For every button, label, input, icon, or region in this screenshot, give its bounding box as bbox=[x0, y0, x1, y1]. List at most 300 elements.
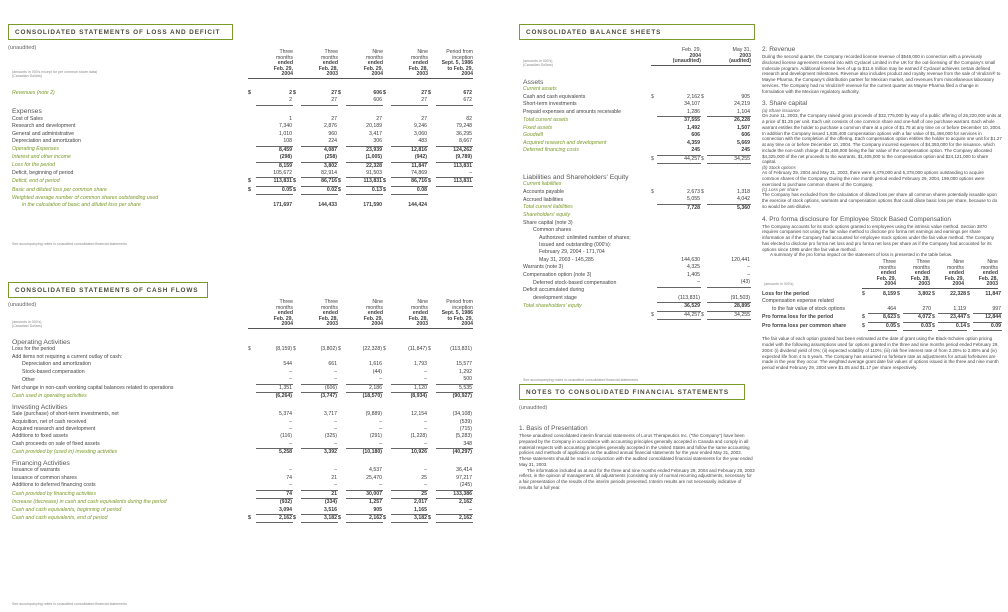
cell-value: (43) bbox=[707, 279, 751, 287]
table-row bbox=[523, 227, 751, 234]
cell-value: 464 bbox=[868, 306, 897, 314]
row-label: Deferred stock-based compensation bbox=[533, 279, 617, 286]
loss-title: CONSOLIDATED STATEMENTS OF LOSS AND DEFICIT bbox=[8, 24, 233, 40]
column-header-line: months bbox=[878, 264, 896, 271]
row-label: Operating Activities bbox=[12, 339, 71, 346]
cell-value bbox=[346, 336, 383, 346]
cell-value: 1,351 bbox=[256, 384, 293, 392]
currency-symbol bbox=[248, 97, 256, 105]
cell-value: 606 bbox=[741, 132, 750, 139]
currency-symbol bbox=[383, 441, 391, 449]
cell-value: – bbox=[256, 482, 293, 490]
table-row bbox=[12, 354, 473, 361]
currency-symbol bbox=[383, 393, 391, 401]
table-row bbox=[523, 101, 751, 108]
cell-value: – bbox=[424, 418, 427, 425]
currency-symbol bbox=[293, 475, 301, 482]
cell-value: 25,470 bbox=[366, 474, 382, 481]
proforma-column-headers bbox=[862, 260, 998, 289]
currency-symbol bbox=[338, 411, 346, 418]
currency-symbol bbox=[383, 195, 391, 202]
cell-value: 12,154 bbox=[411, 411, 427, 418]
cell-value: 36,295 bbox=[456, 130, 472, 137]
cell-value: – bbox=[747, 264, 750, 271]
table-row bbox=[523, 272, 751, 279]
currency-symbol: $ bbox=[383, 186, 386, 193]
row-label: Other bbox=[22, 376, 35, 383]
row-label: Cash and cash equivalents bbox=[523, 93, 586, 100]
cell-value: 606 bbox=[346, 97, 383, 105]
table-row bbox=[523, 125, 751, 132]
column-header-line: Nine bbox=[417, 49, 428, 55]
currency-symbol bbox=[428, 361, 436, 368]
cell-value bbox=[256, 401, 293, 411]
cell-value: (291) bbox=[369, 433, 382, 440]
cell-value: 1,405 bbox=[687, 271, 700, 278]
currency-symbol bbox=[293, 426, 301, 433]
table-row bbox=[12, 401, 473, 411]
row-label: Issuance of common shares bbox=[12, 474, 77, 481]
cell-value: – bbox=[289, 467, 292, 474]
cell-value: – bbox=[424, 425, 427, 432]
cell-value: 1,318 bbox=[737, 188, 750, 195]
cell-value: 672 bbox=[436, 97, 473, 105]
row-label: to the fair value of stock options bbox=[772, 306, 845, 313]
table-row bbox=[12, 411, 473, 418]
cell-value bbox=[657, 220, 701, 227]
cell-value: 606 bbox=[373, 90, 382, 96]
cell-value: 2 bbox=[289, 90, 292, 96]
currency-symbol: $ bbox=[932, 314, 935, 321]
currency-symbol bbox=[248, 376, 256, 384]
currency-symbol bbox=[428, 376, 436, 384]
cell-value bbox=[346, 105, 383, 115]
currency-symbol bbox=[383, 449, 391, 457]
currency-symbol bbox=[428, 195, 436, 202]
currency-symbol bbox=[338, 499, 346, 507]
currency-symbol: $ bbox=[701, 155, 704, 162]
currency-symbol bbox=[383, 401, 391, 411]
currency-symbol bbox=[428, 419, 436, 426]
cell-value: 27 bbox=[391, 97, 428, 105]
currency-symbol bbox=[338, 354, 346, 361]
currency-symbol bbox=[293, 336, 301, 346]
column-header bbox=[428, 300, 473, 329]
currency-symbol: $ bbox=[293, 178, 296, 185]
table-row bbox=[12, 490, 473, 498]
cell-value bbox=[256, 336, 293, 346]
table-row bbox=[12, 393, 473, 401]
cell-value: 4,359 bbox=[687, 139, 700, 146]
cell-value: (5,283) bbox=[455, 433, 472, 440]
row-label: Depreciation and amortization bbox=[12, 138, 81, 145]
currency-symbol: $ bbox=[338, 346, 341, 353]
row-label: Issued and outstanding (000's): bbox=[539, 242, 612, 248]
currency-symbol bbox=[338, 376, 346, 384]
currency-symbol bbox=[338, 401, 346, 411]
table-row bbox=[12, 346, 473, 353]
cell-value: – bbox=[747, 271, 750, 278]
currency-symbol: $ bbox=[897, 314, 900, 321]
cash-title: CONSOLIDATED STATEMENTS OF CASH FLOWS bbox=[8, 282, 208, 298]
currency-symbol bbox=[248, 123, 256, 130]
table-row bbox=[12, 123, 473, 130]
cell-value bbox=[707, 249, 751, 256]
table-row bbox=[12, 426, 473, 433]
cell-value: 2,017 bbox=[414, 499, 427, 506]
table-row bbox=[523, 242, 751, 249]
column-header-line: ended bbox=[277, 310, 293, 317]
proforma-units: (amounts in 000's) bbox=[764, 282, 794, 286]
column-header-line: Three bbox=[324, 49, 338, 55]
cell-value bbox=[436, 202, 473, 209]
cell-value bbox=[391, 354, 428, 361]
column-header-line: ended bbox=[367, 60, 383, 67]
cell-value: 5,055 bbox=[657, 196, 701, 204]
cell-value: 544 bbox=[283, 361, 292, 368]
cell-value: 30,007 bbox=[346, 490, 383, 498]
column-header-line: months bbox=[980, 264, 998, 271]
currency-symbol bbox=[293, 433, 301, 440]
loss-statement bbox=[8, 24, 476, 246]
column-header bbox=[862, 260, 896, 289]
column-header bbox=[248, 50, 293, 79]
currency-symbol bbox=[293, 449, 301, 457]
row-label: Stock-based compensation bbox=[22, 368, 85, 375]
currency-symbol bbox=[383, 475, 391, 482]
cell-value: (1,228) bbox=[410, 433, 427, 440]
cell-value: 144,433 bbox=[318, 202, 337, 209]
cell-value: 905 bbox=[346, 507, 383, 515]
currency-symbol bbox=[383, 411, 391, 418]
cell-value: 3,182 bbox=[391, 514, 428, 522]
currency-symbol bbox=[428, 354, 436, 361]
currency-symbol bbox=[383, 384, 391, 392]
currency-symbol bbox=[293, 419, 301, 426]
currency-symbol bbox=[338, 419, 346, 426]
note3c-text: The Company has excluded from the calculation of diluted loss per share all common shares potentially issuable upon the exercise of stock options, warrants and compensation options that could dilute basic loss per share, because to do so would be anti-dilutive. bbox=[762, 192, 998, 209]
cell-value: 1,104 bbox=[707, 109, 751, 117]
table-row bbox=[12, 154, 473, 162]
cell-value: 3,802 bbox=[324, 162, 337, 169]
cell-value: (298) bbox=[256, 154, 293, 162]
row-label: Additions to deferred financing costs bbox=[12, 482, 96, 489]
currency-symbol bbox=[293, 170, 301, 178]
currency-symbol bbox=[428, 105, 436, 115]
cell-value: 23,447 bbox=[938, 314, 967, 322]
cell-value: 2,162 bbox=[256, 514, 293, 522]
cell-value: (9,889) bbox=[365, 411, 382, 418]
cell-value: 8,623 bbox=[868, 314, 897, 322]
table-row bbox=[12, 467, 473, 474]
cell-value bbox=[256, 354, 293, 361]
currency-symbol bbox=[383, 369, 391, 376]
cell-value bbox=[436, 105, 473, 115]
cell-value bbox=[657, 86, 701, 93]
row-label: Expenses bbox=[12, 108, 42, 116]
cell-value bbox=[707, 76, 751, 86]
currency-symbol bbox=[248, 475, 256, 482]
cell-value: (34,108) bbox=[452, 411, 472, 418]
currency-symbol bbox=[293, 105, 301, 115]
loss-column-headers bbox=[248, 50, 473, 79]
column-header-line: Nine bbox=[372, 299, 383, 305]
cell-value: – bbox=[334, 368, 337, 375]
cell-value bbox=[346, 401, 383, 411]
table-row bbox=[12, 419, 473, 426]
cell-value: 0.05 bbox=[256, 186, 293, 194]
currency-symbol bbox=[428, 499, 436, 507]
table-row bbox=[12, 138, 473, 146]
table-row bbox=[523, 204, 751, 212]
cell-value: (245) bbox=[436, 482, 473, 490]
cell-value: 5,535 bbox=[436, 384, 473, 392]
currency-symbol bbox=[338, 507, 346, 515]
cell-value: 997 bbox=[973, 306, 1002, 314]
currency-symbol bbox=[428, 507, 436, 515]
currency-symbol bbox=[248, 482, 256, 490]
currency-symbol bbox=[428, 170, 436, 178]
currency-symbol bbox=[383, 131, 391, 138]
currency-symbol: $ bbox=[651, 93, 654, 100]
row-label: Fixed assets bbox=[523, 124, 553, 131]
column-header-line: ended bbox=[367, 310, 383, 317]
currency-symbol bbox=[293, 202, 301, 209]
currency-symbol bbox=[248, 138, 256, 146]
cell-value bbox=[657, 235, 701, 242]
cell-value: 5,258 bbox=[279, 449, 292, 456]
row-label: Cash provided by financing activities bbox=[12, 490, 96, 497]
currency-symbol bbox=[338, 105, 346, 115]
table-row bbox=[12, 433, 473, 440]
currency-symbol bbox=[383, 467, 391, 474]
column-header-line: months bbox=[946, 264, 964, 271]
table-row bbox=[523, 94, 751, 101]
note4-text: The Company accounts for its stock options granted to employees using the intrinsic value method. Section 3870 requires companies not using the fair value method to disclose pro forma net earnings and earnings per share information as if the Company had accounted for employee stock options under the fair value method. The Company has elected to disclose pro forma net loss and pro forma net loss per share as if the Company had accounted for its options since 1995 under the fair value method. bbox=[762, 223, 995, 252]
cell-value bbox=[657, 163, 701, 170]
currency-symbol bbox=[338, 336, 346, 346]
column-header-line: Feb. 28, bbox=[318, 315, 338, 322]
cell-value: – bbox=[256, 376, 293, 384]
row-label: Goodwill bbox=[523, 132, 543, 139]
table-row bbox=[12, 482, 473, 490]
cell-value: 0.09 bbox=[973, 322, 1002, 330]
currency-symbol: $ bbox=[897, 322, 900, 329]
row-label: Assets bbox=[523, 79, 544, 86]
cell-value: 24,219 bbox=[734, 101, 750, 108]
cell-value: 15,577 bbox=[456, 361, 472, 368]
currency-symbol bbox=[338, 475, 346, 482]
table-row bbox=[12, 361, 473, 368]
row-label: Revenues (note 2) bbox=[12, 90, 55, 96]
column-header bbox=[930, 260, 964, 289]
table-row bbox=[12, 449, 473, 457]
cell-value bbox=[657, 249, 701, 256]
table-row bbox=[12, 376, 473, 384]
currency-symbol bbox=[383, 146, 391, 154]
row-label: Acquisition, net of cash received bbox=[12, 418, 87, 425]
column-header-line: Feb. 28, bbox=[408, 65, 428, 72]
currency-symbol bbox=[428, 138, 436, 146]
column-header-line: ended bbox=[880, 270, 896, 277]
row-label: Additions to fixed assets bbox=[12, 433, 68, 440]
currency-symbol bbox=[248, 202, 256, 209]
currency-symbol: $ bbox=[293, 514, 296, 521]
column-header-line: Period from bbox=[446, 299, 473, 305]
currency-symbol bbox=[293, 97, 301, 105]
column-header-line: 2003 bbox=[383, 322, 428, 329]
column-header-line: Feb. 28, bbox=[408, 315, 428, 322]
column-header-line: 2003 bbox=[383, 72, 428, 79]
currency-symbol bbox=[428, 131, 436, 138]
cell-value: 245 bbox=[657, 147, 701, 155]
row-label: Weighted average number of common shares outstanding used bbox=[12, 194, 159, 201]
cell-value: – bbox=[436, 507, 473, 515]
cash-unaudited: (unaudited) bbox=[8, 302, 37, 308]
cell-value: 28,895 bbox=[707, 303, 751, 311]
currency-symbol bbox=[248, 467, 256, 474]
cell-value: 36,414 bbox=[456, 467, 472, 474]
currency-symbol bbox=[383, 138, 391, 146]
currency-symbol: $ bbox=[932, 322, 935, 329]
column-header bbox=[896, 260, 930, 289]
cash-units: (amounts in 000's) bbox=[12, 320, 42, 324]
currency-symbol bbox=[293, 154, 301, 162]
column-header bbox=[248, 300, 293, 329]
cell-value bbox=[707, 220, 751, 227]
currency-symbol bbox=[428, 146, 436, 154]
cell-value: – bbox=[379, 418, 382, 425]
cell-value: (3,802) bbox=[320, 346, 337, 353]
cell-value: – bbox=[424, 467, 427, 474]
column-header bbox=[383, 300, 428, 329]
currency-symbol bbox=[428, 162, 436, 170]
cell-value: 1,165 bbox=[391, 507, 428, 515]
cell-value: 2 bbox=[256, 97, 293, 105]
currency-symbol bbox=[293, 490, 301, 498]
cell-value: 1,793 bbox=[414, 361, 427, 368]
table-row bbox=[523, 235, 751, 242]
cell-value: 97,217 bbox=[456, 474, 472, 481]
cell-value: 2,186 bbox=[346, 384, 383, 392]
currency-symbol bbox=[338, 441, 346, 449]
cell-value: 27 bbox=[376, 115, 382, 122]
cell-value bbox=[301, 354, 338, 361]
row-label bbox=[12, 97, 248, 105]
row-label: Loss for the period bbox=[12, 346, 55, 353]
currency-symbol bbox=[293, 482, 301, 490]
cell-value: 2,162 bbox=[459, 499, 472, 506]
currency-symbol bbox=[248, 384, 256, 392]
cell-value bbox=[707, 227, 751, 234]
currency-symbol bbox=[338, 393, 346, 401]
column-header-line: Feb. 29, bbox=[273, 315, 293, 322]
table-row bbox=[12, 514, 473, 522]
cell-value: 1 bbox=[289, 115, 292, 122]
row-label: Total shareholders' equity bbox=[523, 303, 582, 310]
cell-value: – bbox=[657, 279, 701, 287]
cell-value bbox=[346, 457, 383, 467]
currency-symbol: $ bbox=[701, 311, 704, 318]
column-header-line: Three bbox=[916, 259, 930, 265]
cell-value: (11,847) bbox=[408, 346, 427, 353]
column-header-line: Feb. 29, bbox=[944, 275, 964, 282]
cell-value: 74 bbox=[256, 490, 293, 498]
column-header-line: Feb. 29, bbox=[363, 65, 383, 72]
column-header-line: Feb. 28, bbox=[910, 275, 930, 282]
currency-symbol: $ bbox=[338, 514, 341, 521]
column-header-line: ended bbox=[948, 270, 964, 277]
currency-symbol bbox=[383, 123, 391, 130]
currency-symbol bbox=[428, 411, 436, 418]
row-label: Prepaid expenses and amounts receivable bbox=[523, 109, 622, 116]
column-header-line: 2003 bbox=[293, 322, 338, 329]
column-header-line: May 31, bbox=[732, 47, 751, 53]
cell-value: – bbox=[346, 376, 383, 384]
loss-table bbox=[12, 90, 473, 210]
balance-table bbox=[523, 76, 751, 320]
column-header-line: 2003 bbox=[739, 52, 751, 59]
cell-value: 1,257 bbox=[369, 499, 382, 506]
row-label: Cash provided by (used in) investing activities bbox=[12, 449, 118, 456]
currency-symbol bbox=[248, 393, 256, 401]
currency-symbol: $ bbox=[383, 346, 386, 353]
currency-symbol bbox=[338, 433, 346, 440]
cell-value bbox=[657, 227, 701, 234]
cell-value: 4,087 bbox=[324, 146, 337, 153]
cell-value: 82 bbox=[466, 115, 472, 122]
column-header-line: ended bbox=[322, 310, 338, 317]
currency-symbol bbox=[383, 507, 391, 515]
cell-value: 224 bbox=[301, 138, 338, 146]
cell-value bbox=[707, 212, 751, 219]
cell-value: (9,789) bbox=[436, 154, 473, 162]
currency-symbol bbox=[293, 162, 301, 170]
currency-symbol bbox=[428, 433, 436, 440]
row-label: Shareholders' equity bbox=[523, 212, 571, 219]
column-header-line: 2004 bbox=[428, 322, 473, 329]
cell-value bbox=[436, 401, 473, 411]
cell-value: 9,246 bbox=[414, 123, 427, 130]
row-label: Deficit accumulated during bbox=[523, 287, 585, 294]
cell-value: 7,728 bbox=[687, 204, 700, 211]
table-row bbox=[523, 86, 751, 93]
currency-symbol: $ bbox=[338, 186, 341, 193]
cell-value: 105,672 bbox=[256, 170, 293, 178]
column-header-line: Sept. 5, 1986 bbox=[441, 310, 473, 317]
balance-sheet bbox=[519, 24, 755, 382]
cell-value: 2,162 bbox=[687, 93, 700, 100]
cell-value: 1,286 bbox=[657, 109, 701, 117]
notes-title: NOTES TO CONSOLIDATED FINANCIAL STATEMENTS bbox=[519, 384, 745, 400]
currency-symbol bbox=[248, 419, 256, 426]
cell-value: 12,844 bbox=[973, 314, 1002, 322]
cell-value: 3,717 bbox=[324, 411, 337, 418]
currency-symbol bbox=[338, 482, 346, 490]
column-header-line: Feb. 29, bbox=[363, 315, 383, 322]
row-label: Loss for the period bbox=[12, 162, 55, 169]
currency-symbol bbox=[293, 384, 301, 392]
table-row bbox=[12, 195, 473, 202]
cell-value: 0.05 bbox=[868, 322, 897, 330]
cell-value: 3,516 bbox=[301, 507, 338, 515]
currency-symbol bbox=[383, 482, 391, 490]
currency-symbol bbox=[248, 162, 256, 170]
column-header-line: months bbox=[365, 304, 383, 311]
table-row bbox=[12, 162, 473, 170]
table-row bbox=[12, 146, 473, 154]
currency-symbol bbox=[383, 202, 391, 209]
